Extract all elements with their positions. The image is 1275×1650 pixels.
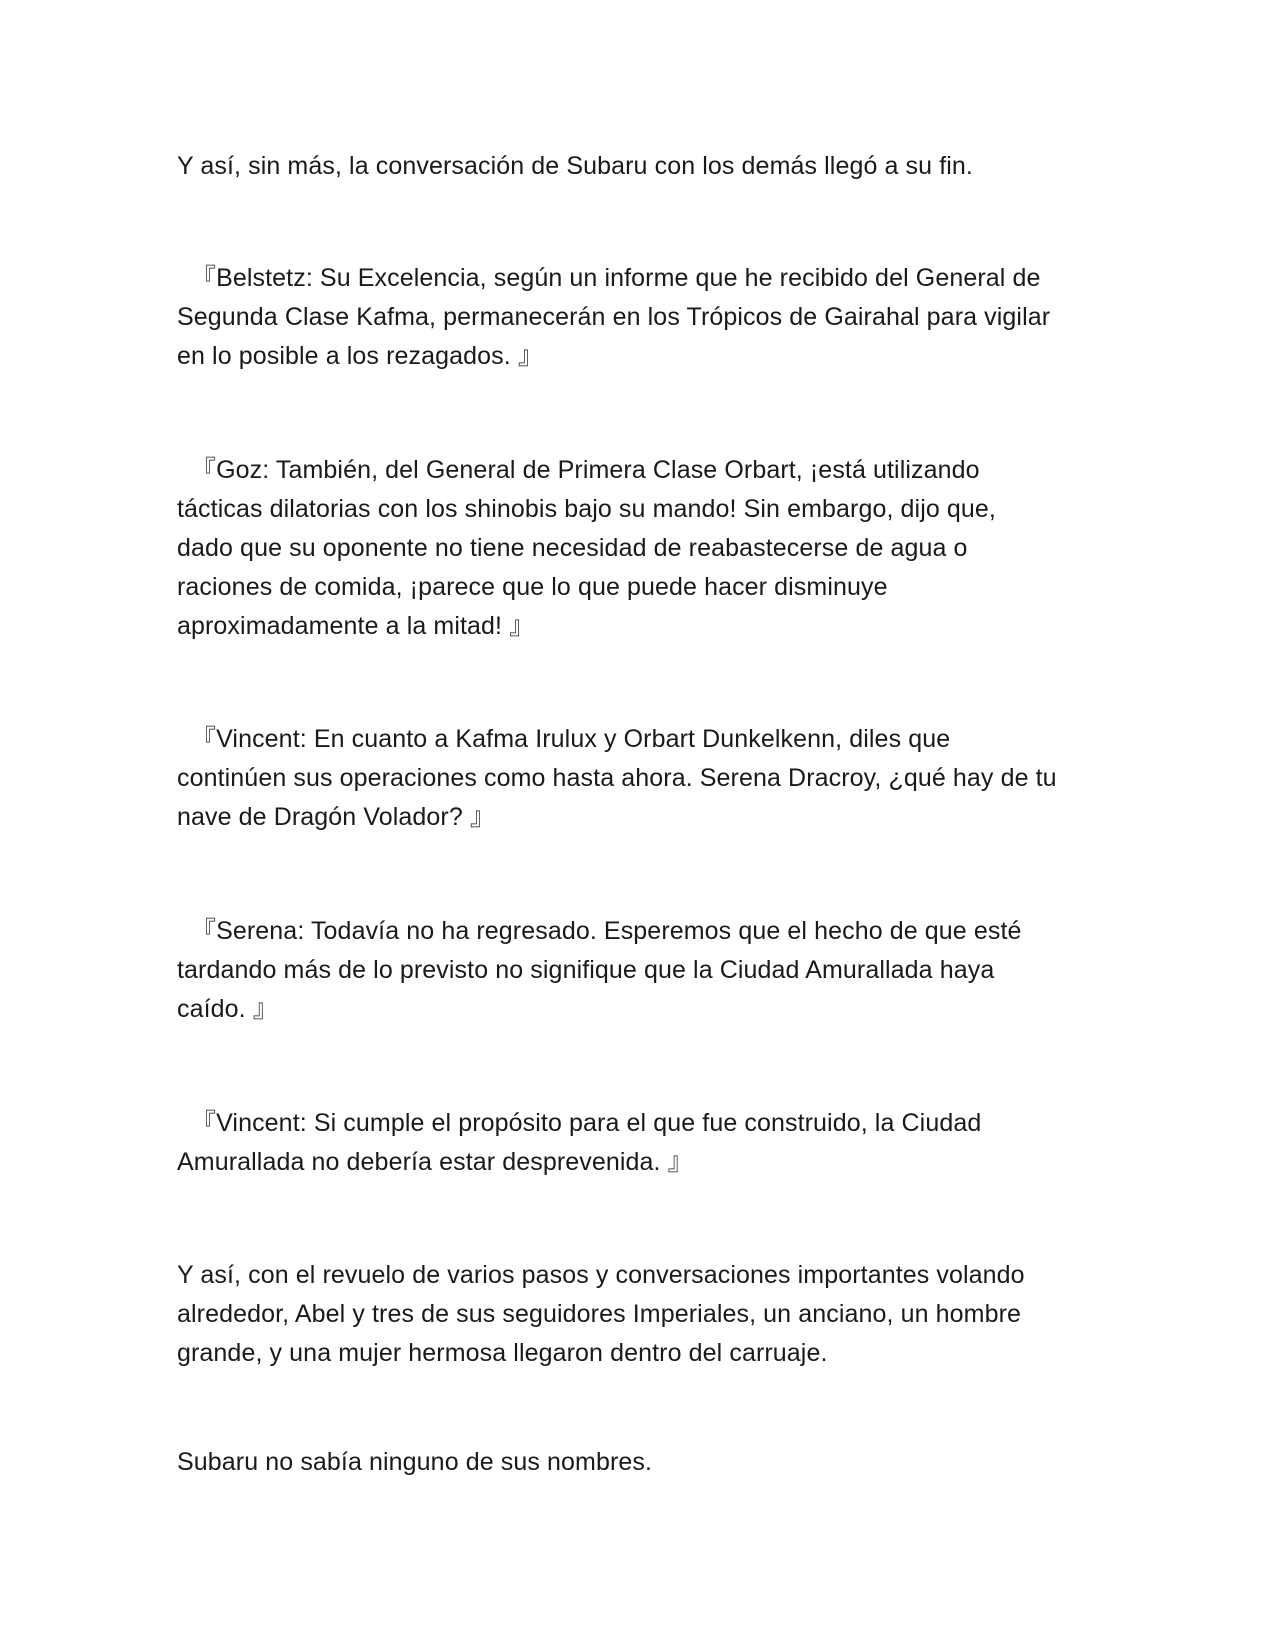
text-line-content: 『Serena: Todavía no ha regresado. Esperemos que el hecho de que esté bbox=[191, 917, 1022, 945]
text-line: aproximadamente a la mitad! 』 bbox=[177, 612, 535, 640]
text-line: raciones de comida, ¡parece que lo que puede hacer disminuye bbox=[177, 573, 888, 601]
text-line bbox=[177, 720, 1107, 759]
text-line-content: 『Vincent: En cuanto a Kafma Irulux y Orbart Dunkelkenn, diles que bbox=[191, 725, 951, 753]
text-line: Subaru no sabía ninguno de sus nombres. bbox=[177, 1448, 653, 1476]
narration-paragraph-2 bbox=[177, 1256, 1107, 1373]
text-line: Amurallada no debería estar desprevenida. 』 bbox=[177, 1148, 693, 1176]
dialogue-paragraph-goz bbox=[177, 451, 1107, 646]
text-line: tardando más de lo previsto no signifique que la Ciudad Amurallada haya bbox=[177, 956, 995, 984]
text-line: Y así, con el revuelo de varios pasos y conversaciones importantes volando bbox=[177, 1261, 1025, 1289]
text-line: grande, y una mujer hermosa llegaron dentro del carruaje. bbox=[177, 1339, 828, 1367]
text-line: en lo posible a los rezagados. 』 bbox=[177, 342, 543, 370]
dialogue-paragraph-belstetz bbox=[177, 259, 1107, 376]
text-line: dado que su oponente no tiene necesidad de reabastecerse de agua o bbox=[177, 534, 968, 562]
dialogue-paragraph-serena bbox=[177, 912, 1107, 1029]
text-line bbox=[177, 259, 1107, 298]
text-line: caído. 』 bbox=[177, 995, 278, 1023]
text-line-content: 『Belstetz: Su Excelencia, según un informe que he recibido del General de bbox=[191, 264, 1041, 292]
text-line: tácticas dilatorias con los shinobis bajo su mando! Sin embargo, dijo que, bbox=[177, 495, 996, 523]
narration-paragraph-3 bbox=[177, 1443, 1107, 1482]
text-line: alrededor, Abel y tres de sus seguidores Imperiales, un anciano, un hombre bbox=[177, 1300, 1022, 1328]
text-line: Y así, sin más, la conversación de Subaru con los demás llegó a su fin. bbox=[177, 152, 973, 180]
dialogue-paragraph-vincent bbox=[177, 720, 1107, 837]
text-line bbox=[177, 451, 1107, 490]
narration-paragraph bbox=[177, 147, 1107, 186]
text-line-content: 『Goz: También, del General de Primera Clase Orbart, ¡está utilizando bbox=[191, 456, 980, 484]
text-line bbox=[177, 1104, 1107, 1143]
text-line bbox=[177, 912, 1107, 951]
dialogue-paragraph-vincent-2 bbox=[177, 1104, 1107, 1182]
text-line-content: 『Vincent: Si cumple el propósito para el que fue construido, la Ciudad bbox=[191, 1109, 982, 1137]
text-line: nave de Dragón Volador? 』 bbox=[177, 803, 495, 831]
text-line: Segunda Clase Kafma, permanecerán en los Trópicos de Gairahal para vigilar bbox=[177, 303, 1051, 331]
text-line: continúen sus operaciones como hasta ahora. Serena Dracroy, ¿qué hay de tu bbox=[177, 764, 1057, 792]
